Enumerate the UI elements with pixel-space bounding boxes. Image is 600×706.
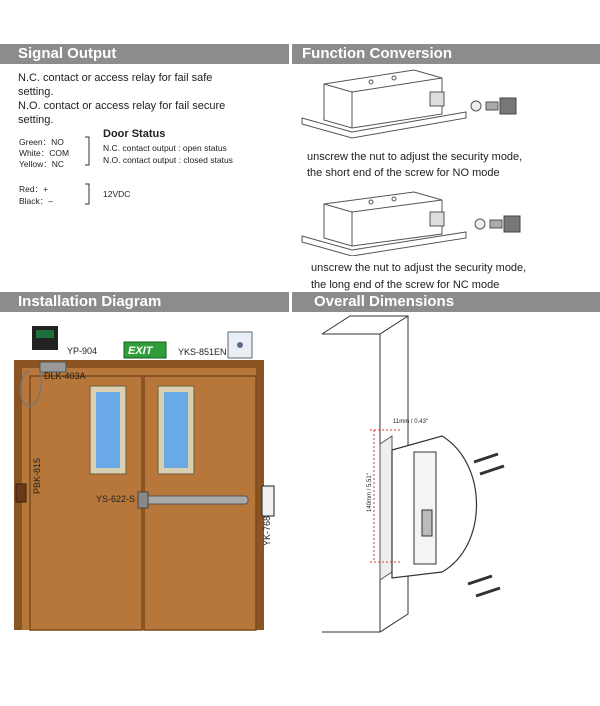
function-conversion-header: Function Conversion	[292, 44, 600, 64]
installation-diagram-header: Installation Diagram	[0, 292, 289, 312]
dimensions-drawing	[292, 314, 600, 644]
overall-dimensions-header: Overall Dimensions	[292, 292, 600, 312]
label-power-supply: YP-904	[67, 346, 98, 356]
label-exit-button: PBK-815	[32, 457, 42, 494]
caption-nc-mode-a: unscrew the nut to adjust the security mode,	[311, 262, 527, 274]
signal-line-4: setting.	[18, 114, 54, 126]
signal-line-2: setting.	[18, 86, 54, 98]
strike-drawing-nc-mode	[296, 190, 536, 256]
wire-yellow: Yellow：NC	[19, 159, 65, 169]
caption-nc-mode-b: the long end of the screw for NC mode	[311, 279, 500, 291]
wire-bracket-2	[84, 183, 92, 205]
label-exit-sign: EXIT	[128, 345, 153, 357]
caption-no-mode-b: the short end of the screw for NO mode	[307, 167, 500, 179]
installation-diagram	[0, 314, 292, 644]
no-status: N.O. contact output : closed status	[103, 155, 233, 165]
nc-status: N.C. contact output : open status	[103, 143, 227, 153]
dimension-height-label: 140mm / 5.51"	[367, 473, 373, 512]
label-lock: DLK-403A	[44, 371, 86, 381]
strike-drawing-no-mode	[296, 66, 536, 142]
wire-black: Black：–	[19, 196, 54, 206]
label-push-bar: YS-622-S	[96, 494, 136, 504]
wire-red: Red：+	[19, 184, 49, 194]
signal-line-3: N.O. contact or access relay for fail secure	[18, 100, 226, 112]
signal-output-header: Signal Output	[0, 44, 289, 64]
dimension-width-label: 11mm / 0.43"	[393, 419, 429, 425]
label-switch: YKS-851EN	[178, 347, 227, 357]
voltage-label: 12VDC	[103, 189, 131, 199]
wire-white: White：COM	[19, 148, 70, 158]
label-keypad: YK-768	[262, 515, 272, 546]
caption-no-mode-a: unscrew the nut to adjust the security mode,	[307, 151, 523, 163]
wire-green: Green：NO	[19, 137, 64, 147]
door-status-title: Door Status	[103, 128, 166, 140]
signal-line-1: N.C. contact or access relay for fail safe	[18, 72, 213, 84]
wire-bracket-1	[84, 136, 92, 166]
